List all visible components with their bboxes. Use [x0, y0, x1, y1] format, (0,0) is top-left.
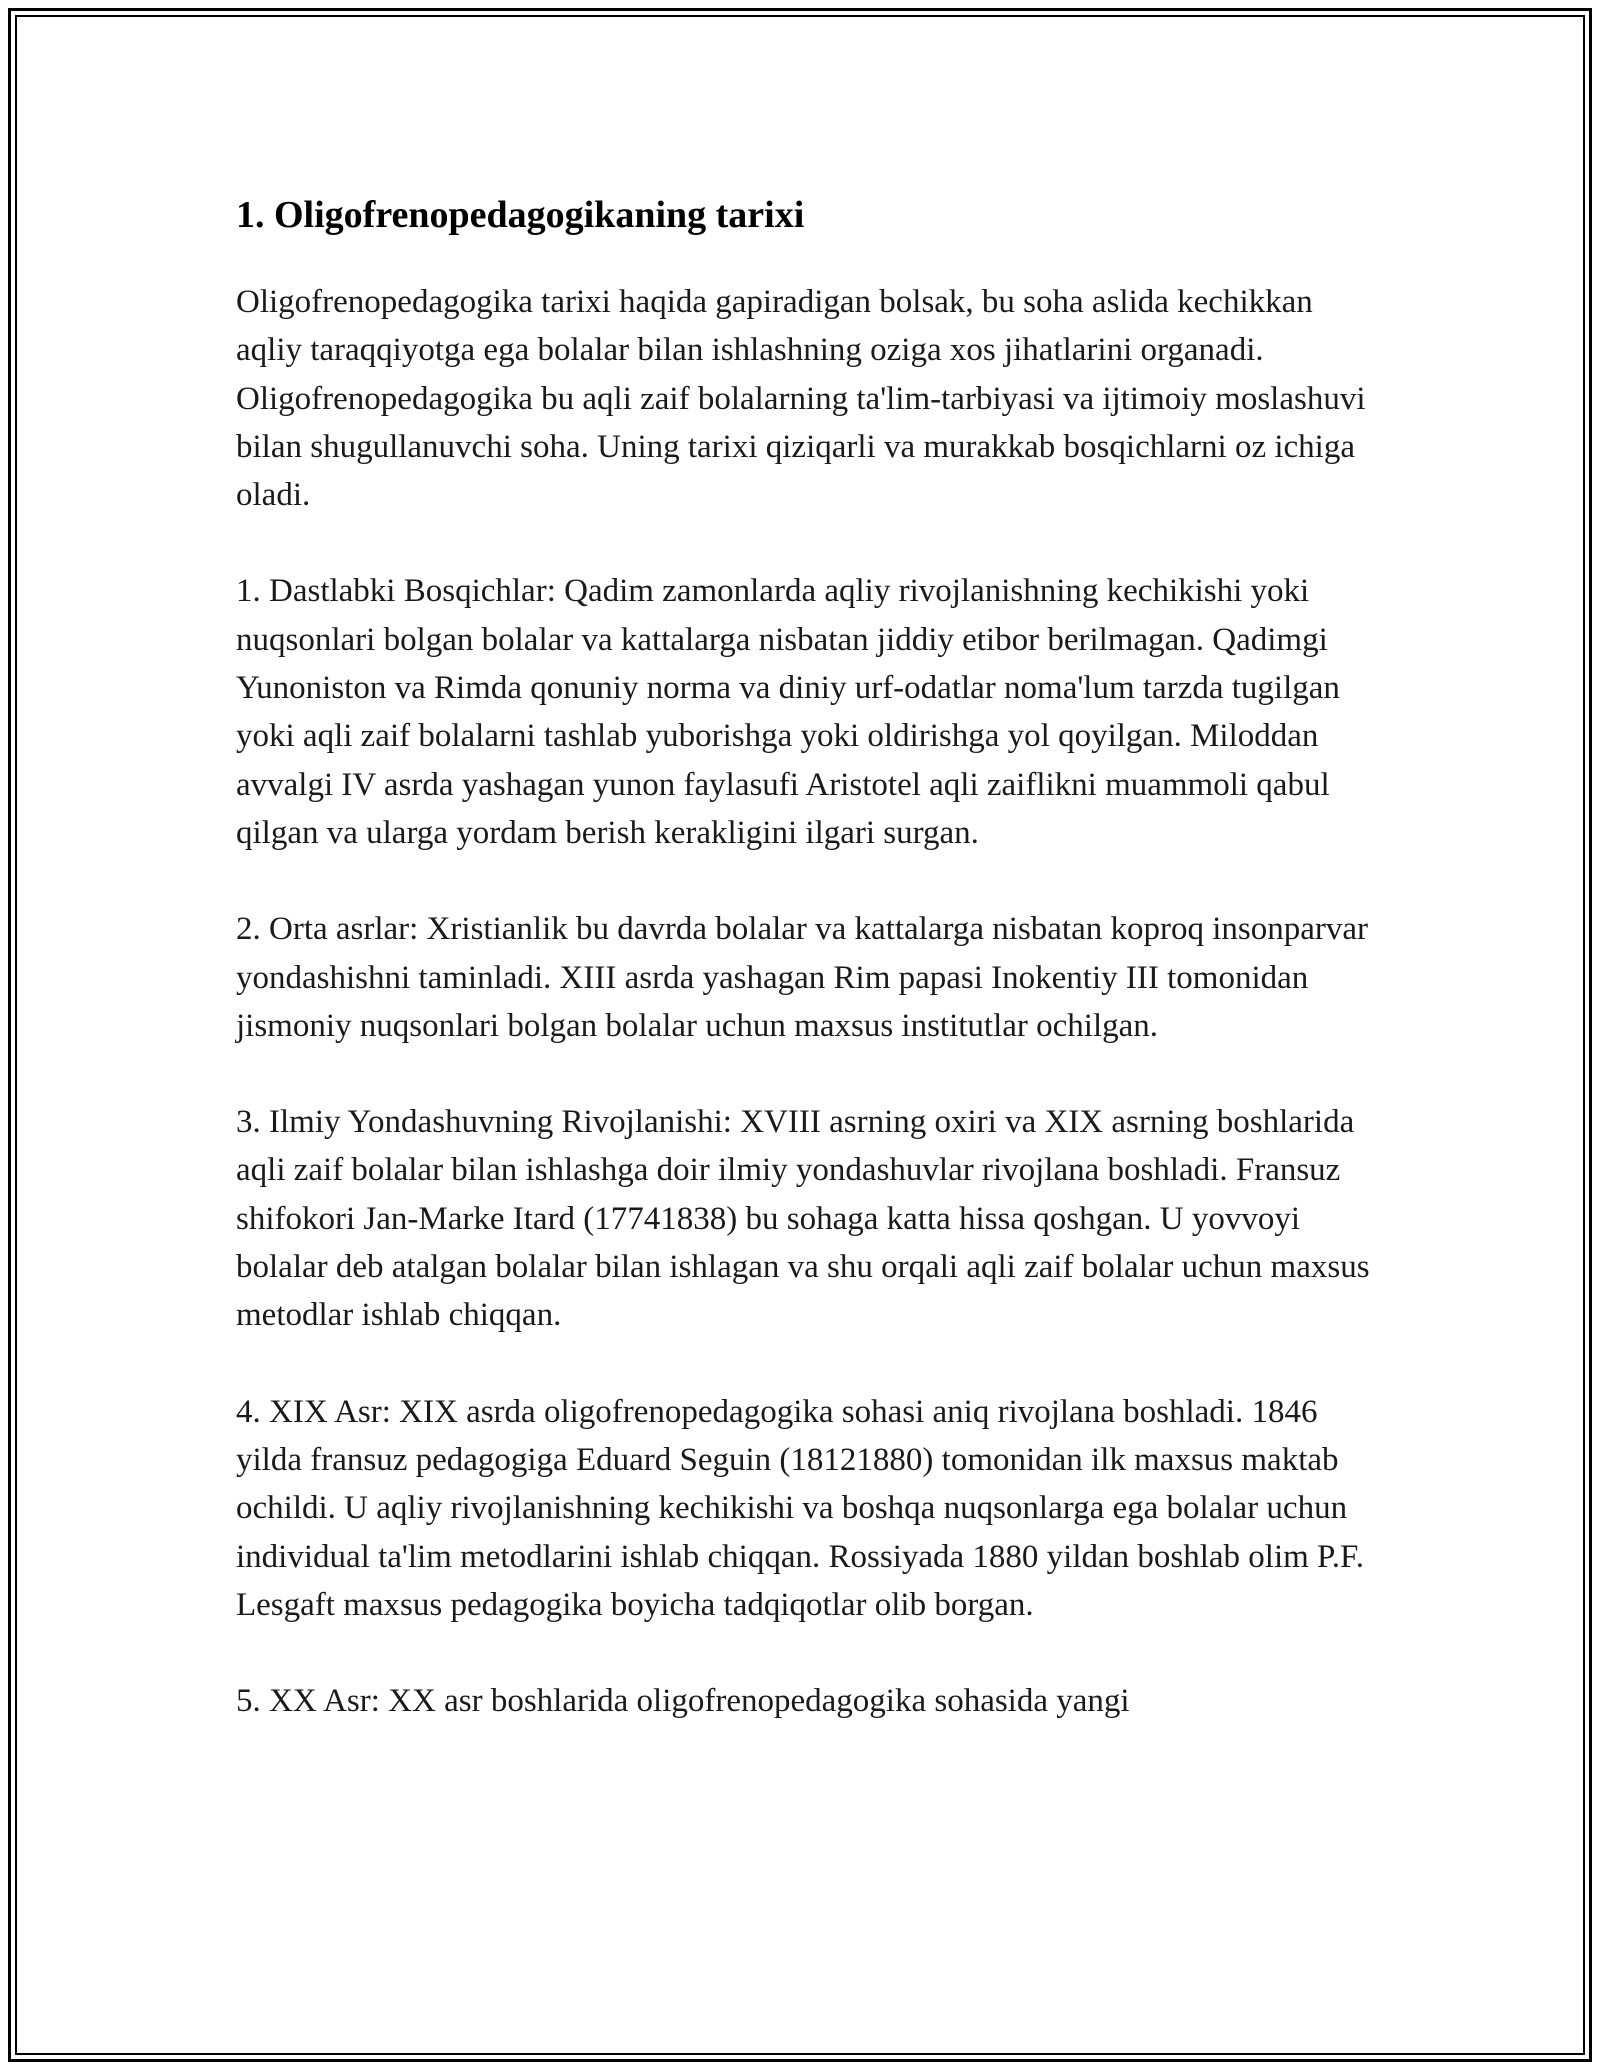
paragraph-early-stages: 1. Dastlabki Bosqichlar: Qadim zamonlarda aqliy rivojlanishning kechikishi yoki nuqsonlari bolgan bolalar va kattalarga nisbatan jiddiy etibor berilmagan. Qadimgi Yunoniston va Rimda qonuniy norma va diniy urf-odatlar noma'lum tarzda tugilgan yoki aqli zaif bolalarni tashlab yuborishga yoki oldirishga yol qoyilgan. Miloddan avvalgi IV asrda yashagan yunon faylasufi Aristotel aqli zaiflikni muammoli qabul qilgan va ularga yordam berish kerakligini ilgari surgan. [236, 573, 1340, 851]
paragraph-middle-ages: 2. Orta asrlar: Xristianlik bu davrda bolalar va kattalarga nisbatan koproq insonparvar yondashishni taminladi. XIII asrda yashagan Rim papasi Inokentiy III tomonidan jismoniy nuqsonlari bolgan bolalar uchun maxsus institutlar ochilgan. [236, 911, 1369, 1044]
document-title: 1. Oligofrenopedagogikaning tarixi [236, 194, 805, 236]
paragraph-19th-century: 4. XIX Asr: XIX asrda oligofrenopedagogika sohasi aniq rivojlana boshladi. 1846 yilda fransuz pedagogiga Eduard Seguin (18121880) tomonidan ilk maxsus maktab ochildi. U aqliy rivojlanishning kechikishi va boshqa nuqsonlarga ega bolalar uchun individual ta'lim metodlarini ishlab chiqqan. Rossiyada 1880 yildan boshlab olim P.F. Lesgaft maxsus pedagogika boyicha tadqiqotlar olib borgan. [236, 1393, 1364, 1623]
paragraph-scientific-approach: 3. Ilmiy Yondashuvning Rivojlanishi: XVIII asrning oxiri va XIX asrning boshlarida aqli zaif bolalar bilan ishlashga doir ilmiy yondashuvlar rivojlana boshladi. Fransuz shifokori Jan-Marke Itard (17741838) bu sohaga katta hissa qoshgan. U yovvoyi bolalar deb atalgan bolalar bilan ishlagan va shu orqali aqli zaif bolalar uchun maxsus metodlar ishlab chiqqan. [236, 1104, 1370, 1334]
paragraph-20th-century: 5. XX Asr: XX asr boshlarida oligofrenopedagogika sohasida yangi [236, 1683, 1130, 1720]
document-body [236, 182, 1386, 1773]
intro-paragraph: Oligofrenopedagogika tarixi haqida gapiradigan bolsak, bu soha aslida kechikkan aqliy taraqqiyotga ega bolalar bilan ishlashning oziga xos jihatlarini organadi. Oligofrenopedagogika bu aqli zaif bolalarning ta'lim-tarbiyasi va ijtimoiy moslashuvi bilan shugullanuvchi soha. Uning tarixi qiziqarli va murakkab bosqichlarni oz ichiga oladi. [236, 284, 1366, 514]
